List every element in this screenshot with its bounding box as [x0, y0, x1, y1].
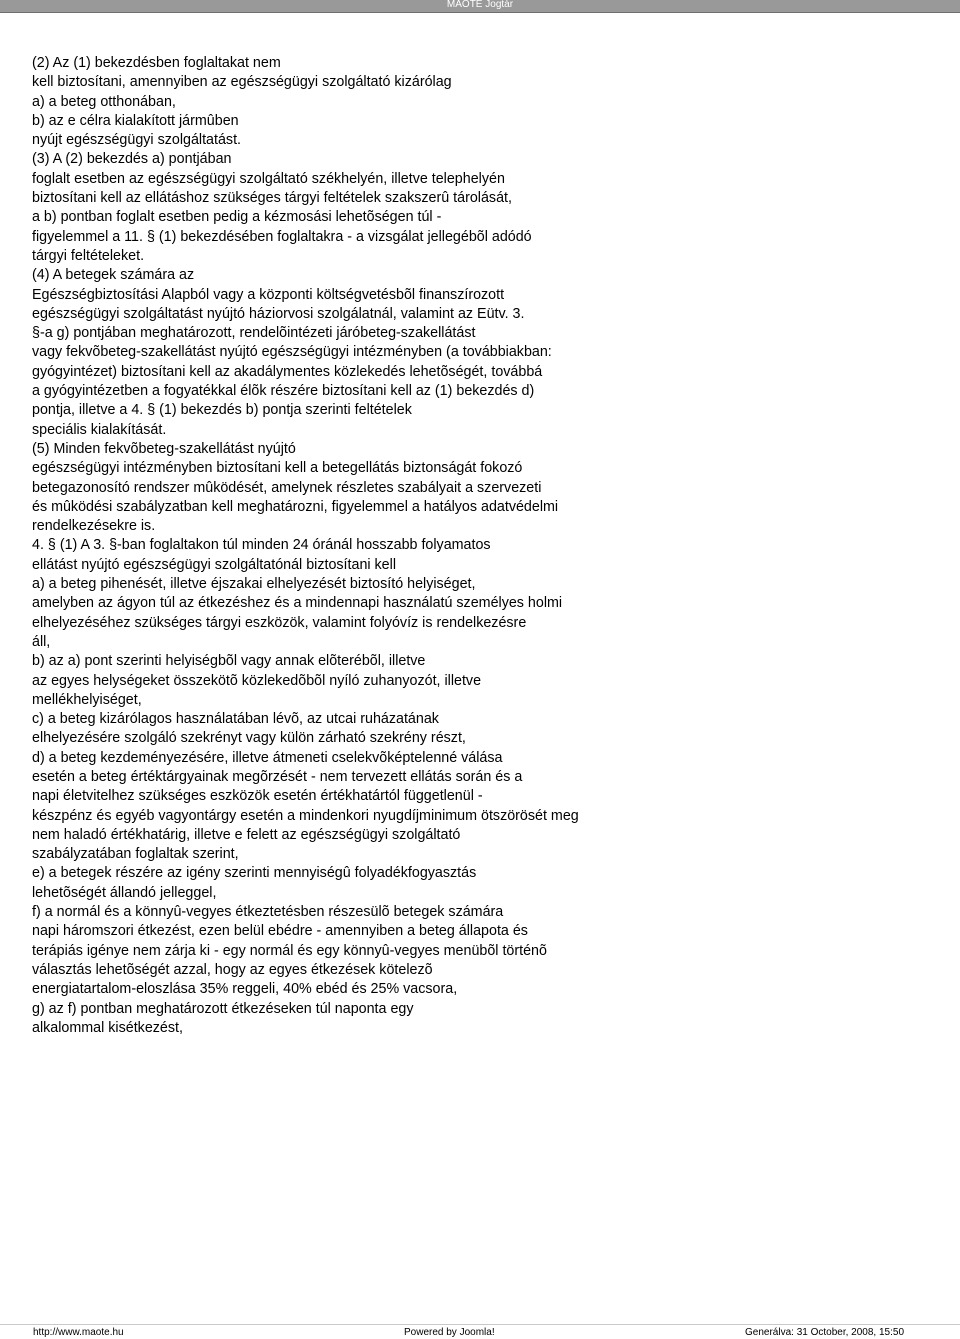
paragraph [32, 575, 932, 652]
text-line: 4. § (1) A 3. §-ban foglaltakon túl minden 24 óránál hosszabb folyamatos [32, 537, 491, 554]
text-line: terápiás igénye nem zárja ki - egy normál és egy könnyû-vegyes menübõl történõ [32, 942, 547, 959]
text-line: rendelkezésekre is. [32, 518, 156, 535]
text-line: f) a normál és a könnyû-vegyes étkeztetésben részesülõ betegek számára [32, 904, 504, 921]
text-line: c) a beteg kizárólagos használatában lévõ, az utcai ruházatának [32, 711, 439, 728]
text-line: elhelyezésére szolgáló szekrényt vagy külön zárható szekrény részt, [32, 730, 466, 747]
text-line: és mûködési szabályzatban kell meghatározni, figyelemmel a hatályos adatvédelmi [32, 498, 559, 515]
text-line: vagy fekvõbeteg-szakellátást nyújtó egészségügyi intézményben (a továbbiakban: [32, 344, 552, 361]
paragraph [32, 652, 932, 710]
text-line: (3) A (2) bekezdés a) pontjában [32, 151, 232, 168]
text-line: b) az a) pont szerinti helyiségbõl vagy annak elõterébõl, illetve [32, 653, 426, 670]
text-line: a gyógyintézetben a fogyatékkal élõk részére biztosítani kell az (1) bekezdés d) [32, 383, 535, 400]
paragraph [32, 150, 932, 266]
paragraph [32, 112, 932, 131]
text-line: elhelyezéséhez szükséges tárgyi eszközök, valamint folyóvíz is rendelkezésre [32, 614, 527, 631]
text-line: (4) A betegek számára az [32, 267, 195, 284]
header-title: MAOTE Jogtár [446, 0, 514, 10]
text-line: e) a betegek részére az igény szerinti mennyiségû folyadékfogyasztás [32, 865, 477, 882]
text-line: foglalt esetben az egészségügyi szolgáltató székhelyén, illetve telephelyén [32, 170, 505, 187]
footer [0, 1324, 960, 1339]
text-line: az egyes helységeket összekötõ közlekedõbõl nyíló zuhanyozót, illetve [32, 672, 482, 689]
footer-powered-by: Powered by Joomla! [404, 1327, 495, 1338]
text-line: a) a beteg pihenését, illetve éjszakai elhelyezését biztosító helyiséget, [32, 576, 476, 593]
text-line: kell biztosítani, amennyiben az egészségügyi szolgáltató kizárólag [32, 74, 452, 91]
text-line: Egészségbiztosítási Alapból vagy a központi költségvetésbõl finanszírozott [32, 286, 505, 303]
text-line: egészségügyi intézményben biztosítani kell a betegellátás biztonságát fokozó [32, 460, 523, 477]
document-body [32, 54, 932, 1038]
paragraph [32, 536, 932, 575]
text-line: energiatartalom-eloszlása 35% reggeli, 40% ebéd és 25% vacsora, [32, 981, 458, 998]
text-line: alkalommal kisétkezést, [32, 1019, 183, 1036]
header-bar [0, 0, 960, 13]
text-line: (2) Az (1) bekezdésben foglaltakat nem [32, 55, 281, 71]
text-line: pontja, illetve a 4. § (1) bekezdés b) pontja szerinti feltételek [32, 402, 412, 419]
footer-url-link[interactable]: http://www.maote.hu [33, 1327, 124, 1338]
text-line: napi életvitelhez szükséges eszközök esetén értékhatártól függetlenül - [32, 788, 483, 805]
paragraph [32, 710, 932, 749]
text-line: ellátást nyújtó egészségügyi szolgáltatónál biztosítani kell [32, 556, 396, 573]
text-line: gyógyintézet) biztosítani kell az akadálymentes közlekedés lehetõségét, továbbá [32, 363, 543, 380]
text-line: egészségügyi szolgáltatást nyújtó háziorvosi szolgálatnál, valamint az Eütv. 3. [32, 305, 525, 322]
paragraph [32, 131, 932, 150]
text-line: (5) Minden fekvõbeteg-szakellátást nyújtó [32, 440, 296, 457]
text-line: §-a g) pontjában meghatározott, rendelõintézeti járóbeteg-szakellátást [32, 325, 476, 342]
text-line: áll, [32, 633, 51, 650]
text-line: figyelemmel a 11. § (1) bekezdésében foglaltakra - a vizsgálat jellegébõl adódó [32, 228, 532, 245]
text-line: a b) pontban foglalt esetben pedig a kézmosási lehetõségen túl - [32, 209, 442, 226]
paragraph [32, 266, 932, 440]
text-line: lehetõségét állandó jelleggel, [32, 884, 217, 901]
text-line: nem haladó értékhatárig, illetve e felett az egészségügyi szolgáltató [32, 826, 461, 843]
text-line: d) a beteg kezdeményezésére, illetve átmeneti cselekvõképtelenné válása [32, 749, 503, 766]
text-line: tárgyi feltételeket. [32, 247, 145, 264]
text-line: g) az f) pontban meghatározott étkezéseken túl naponta egy [32, 1000, 414, 1017]
text-line: mellékhelyiséget, [32, 691, 142, 708]
paragraph [32, 749, 932, 865]
text-line: speciális kialakítását. [32, 421, 167, 438]
paragraph [32, 864, 932, 903]
text-line: amelyben az ágyon túl az étkezéshez és a mindennapi használatú személyes holmi [32, 595, 563, 612]
text-line: betegazonosító rendszer mûködését, amelynek részletes szabályait a szervezeti [32, 479, 542, 496]
text-line: készpénz és egyéb vagyontárgy esetén a mindenkori nyugdíjminimum ötszörösét meg [32, 807, 579, 824]
text-line: esetén a beteg értéktárgyainak megõrzését - nem tervezett ellátás során és a [32, 768, 523, 785]
paragraph [32, 903, 932, 999]
paragraph [32, 93, 932, 112]
text-line: biztosítani kell az ellátáshoz szükséges tárgyi feltételek szakszerû tárolását, [32, 190, 512, 207]
text-line: választás lehetõségét azzal, hogy az egyes étkezések kötelezõ [32, 961, 433, 978]
text-line: nyújt egészségügyi szolgáltatást. [32, 132, 242, 149]
paragraph [32, 54, 932, 93]
text-line: a) a beteg otthonában, [32, 93, 176, 110]
footer-generated-date: Generálva: 31 October, 2008, 15:50 [745, 1327, 904, 1338]
text-line: napi háromszori étkezést, ezen belül ebédre - amennyiben a beteg állapota és [32, 923, 528, 940]
paragraph [32, 1000, 932, 1039]
text-line: b) az e célra kialakított jármûben [32, 112, 239, 129]
text-line: szabályzatában foglaltak szerint, [32, 846, 239, 863]
paragraph [32, 440, 932, 536]
